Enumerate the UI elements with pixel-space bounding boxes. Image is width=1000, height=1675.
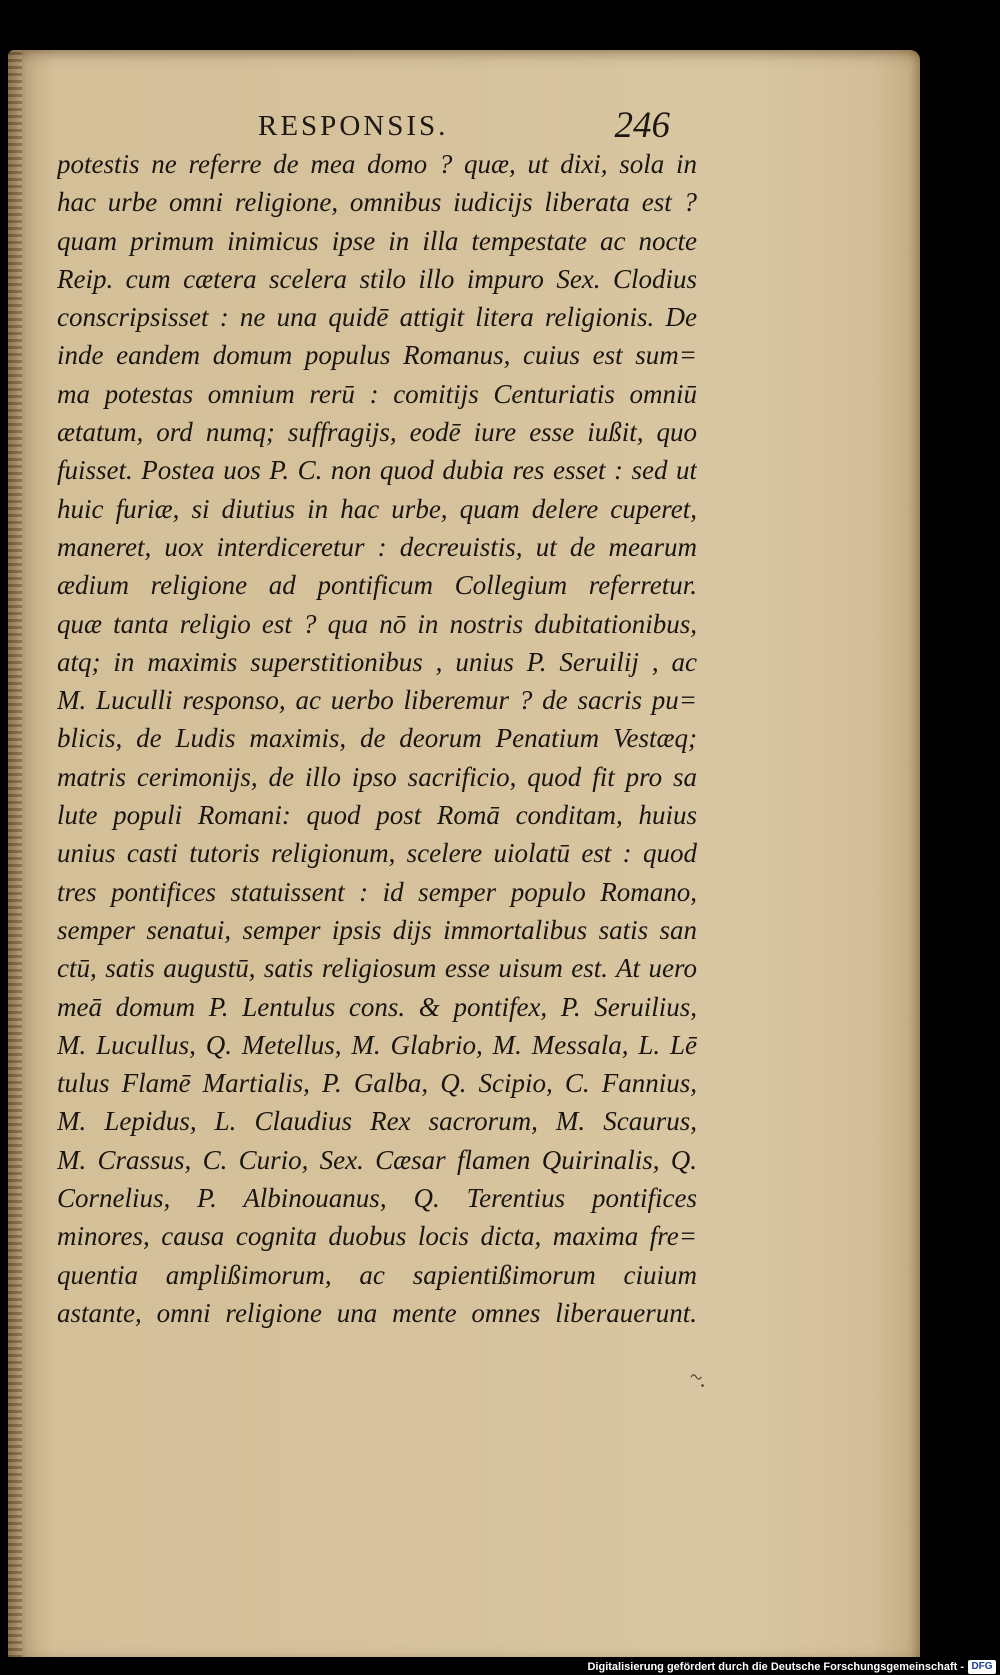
text-line: fuisset. Postea uos P. C. non quod dubia res esset : sed ut [57, 455, 697, 486]
text-line: quam primum inimicus ipse in illa tempestate ac nocte [57, 225, 697, 256]
text-line: hac urbe omni religione, omnibus iudicijs liberata est ? [57, 187, 697, 218]
text-line: M. Lepidus, L. Claudius Rex sacrorum, M. Scaurus, [57, 1106, 697, 1137]
body-text [57, 145, 697, 1332]
text-line: quæ tanta religio est ? qua nō in nostris dubitationibus, [57, 608, 697, 639]
text-line: lute populi Romani: quod post Romā conditam, huius [57, 800, 697, 831]
page-number: 246 [614, 105, 670, 146]
page-edge [8, 50, 22, 1665]
text-line: potestis ne referre de mea domo ? quæ, ut dixi, sola in [57, 149, 697, 179]
text-line: blicis, de Ludis maximis, de deorum Penatium Vestæq; [57, 723, 697, 754]
text-line: ædium religione ad pontificum Collegium referretur. [57, 570, 697, 601]
footer-bar [0, 1657, 1000, 1675]
text-line: matris cerimonijs, de illo ipso sacrificio, quod fit pro sa [57, 761, 697, 792]
text-line: Reip. cum cætera scelera stilo illo impuro Sex. Clodius [57, 263, 697, 294]
text-line: Cornelius, P. Albinouanus, Q. Terentius pontifices [57, 1183, 697, 1214]
text-line: huic furiæ, si diutius in hac urbe, quam delere cuperet, [57, 493, 697, 524]
text-line: meā domum P. Lentulus cons. & pontifex, P. Seruilius, [57, 991, 697, 1022]
dfg-logo: DFG [968, 1660, 996, 1674]
text-line: M. Crassus, C. Curio, Sex. Cæsar flamen Quirinalis, Q. [57, 1144, 697, 1175]
text-line: ætatum, ord numq; suffragijs, eodē iure esse iußit, quo [57, 417, 697, 448]
running-head: RESPONSIS. [258, 110, 449, 142]
text-line: quentia amplißimorum, ac sapientißimorum ciuium [57, 1259, 697, 1290]
text-line: unius casti tutoris religionum, scelere uiolatū est : quod [57, 838, 697, 869]
text-line: inde eandem domum populus Romanus, cuius est sum= [57, 340, 697, 371]
ink-smudge: ~. [686, 1362, 711, 1393]
text-line: ctū, satis augustū, satis religiosum esse uisum est. At uero [57, 953, 697, 984]
text-line: astante, omni religione una mente omnes liberauerunt. [57, 1297, 697, 1328]
text-line: atq; in maximis superstitionibus , unius P. Seruilij , ac [57, 646, 697, 677]
text-line: ma potestas omnium rerū : comitijs Centuriatis omniū [57, 378, 697, 409]
text-line: tulus Flamē Martialis, P. Galba, Q. Scipio, C. Fannius, [57, 1068, 697, 1099]
page-header [258, 105, 678, 150]
text-line: minores, causa cognita duobus locis dicta, maxima fre= [57, 1221, 697, 1252]
text-line: maneret, uox interdiceretur : decreuistis, ut de mearum [57, 531, 697, 562]
text-line: tres pontifices statuissent : id semper populo Romano, [57, 876, 697, 907]
text-line: semper senatui, semper ipsis dijs immortalibus satis san [57, 914, 697, 945]
text-line: M. Lucullus, Q. Metellus, M. Glabrio, M. Messala, L. Lē [57, 1029, 697, 1060]
text-line: conscripsisset : ne una quidē attigit litera religionis. De [57, 302, 697, 333]
text-line: M. Luculli responso, ac uerbo liberemur ? de sacris pu= [57, 685, 697, 716]
footer-credit: Digitalisierung gefördert durch die Deutsche Forschungsgemeinschaft - [587, 1661, 964, 1673]
